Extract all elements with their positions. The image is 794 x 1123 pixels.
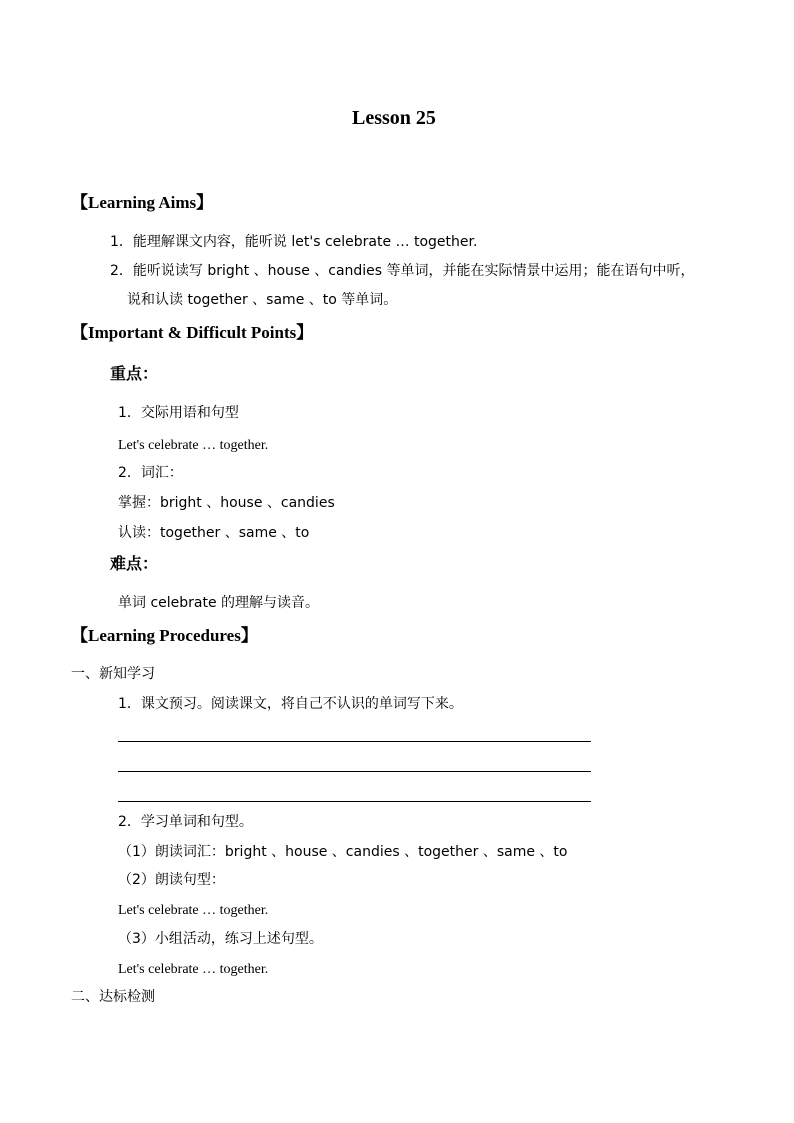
step-1: 1．课文预习。阅读课文，将自己不认识的单词写下来。 [118,696,463,712]
learning-procedures-heading: 【Learning Procedures】 [71,626,258,645]
page-title: Lesson 25 [352,107,436,129]
important-points-heading: 【Important & Difficult Points】 [71,323,314,342]
difficult-points-label: 难点： [110,554,159,573]
answer-line-1[interactable] [118,741,591,742]
key-point-1-sentence: Let's celebrate … together. [118,438,269,453]
aim-item-2: 2．能听说读写 bright 、house 、candies 等单词，并能在实际情景中运用；能在语句中听， [110,263,695,279]
answer-line-2[interactable] [118,771,591,772]
key-point-2: 2．词汇： [118,465,183,481]
step-2-sub-2-sentence: Let's celebrate … together. [118,903,269,918]
part-1-heading: 一、新知学习 [71,666,155,682]
learning-aims-heading: 【Learning Aims】 [71,193,214,212]
part-2-heading: 二、达标检测 [71,989,155,1005]
aim-item-1: 1．能理解课文内容，能听说 let's celebrate … together. [110,234,478,250]
step-2-sub-3-sentence: Let's celebrate … together. [118,962,269,977]
step-2-sub-3: （3）小组活动，练习上述句型。 [118,931,323,947]
step-2: 2．学习单词和句型。 [118,814,253,830]
recognize-words: 认读：together 、same 、to [118,525,310,541]
key-point-1: 1．交际用语和句型 [118,405,239,421]
step-2-sub-1: （1）朗读词汇：bright 、house 、candies 、together 、same 、to [118,844,568,860]
aim-item-2-continued: 说和认读 together 、same 、to 等单词。 [127,292,398,308]
answer-line-3[interactable] [118,801,591,802]
step-2-sub-2: （2）朗读句型： [118,872,225,888]
master-words: 掌握：bright 、house 、candies [118,495,335,511]
difficult-point-text: 单词 celebrate 的理解与读音。 [118,595,320,611]
key-points-label: 重点： [110,364,159,383]
